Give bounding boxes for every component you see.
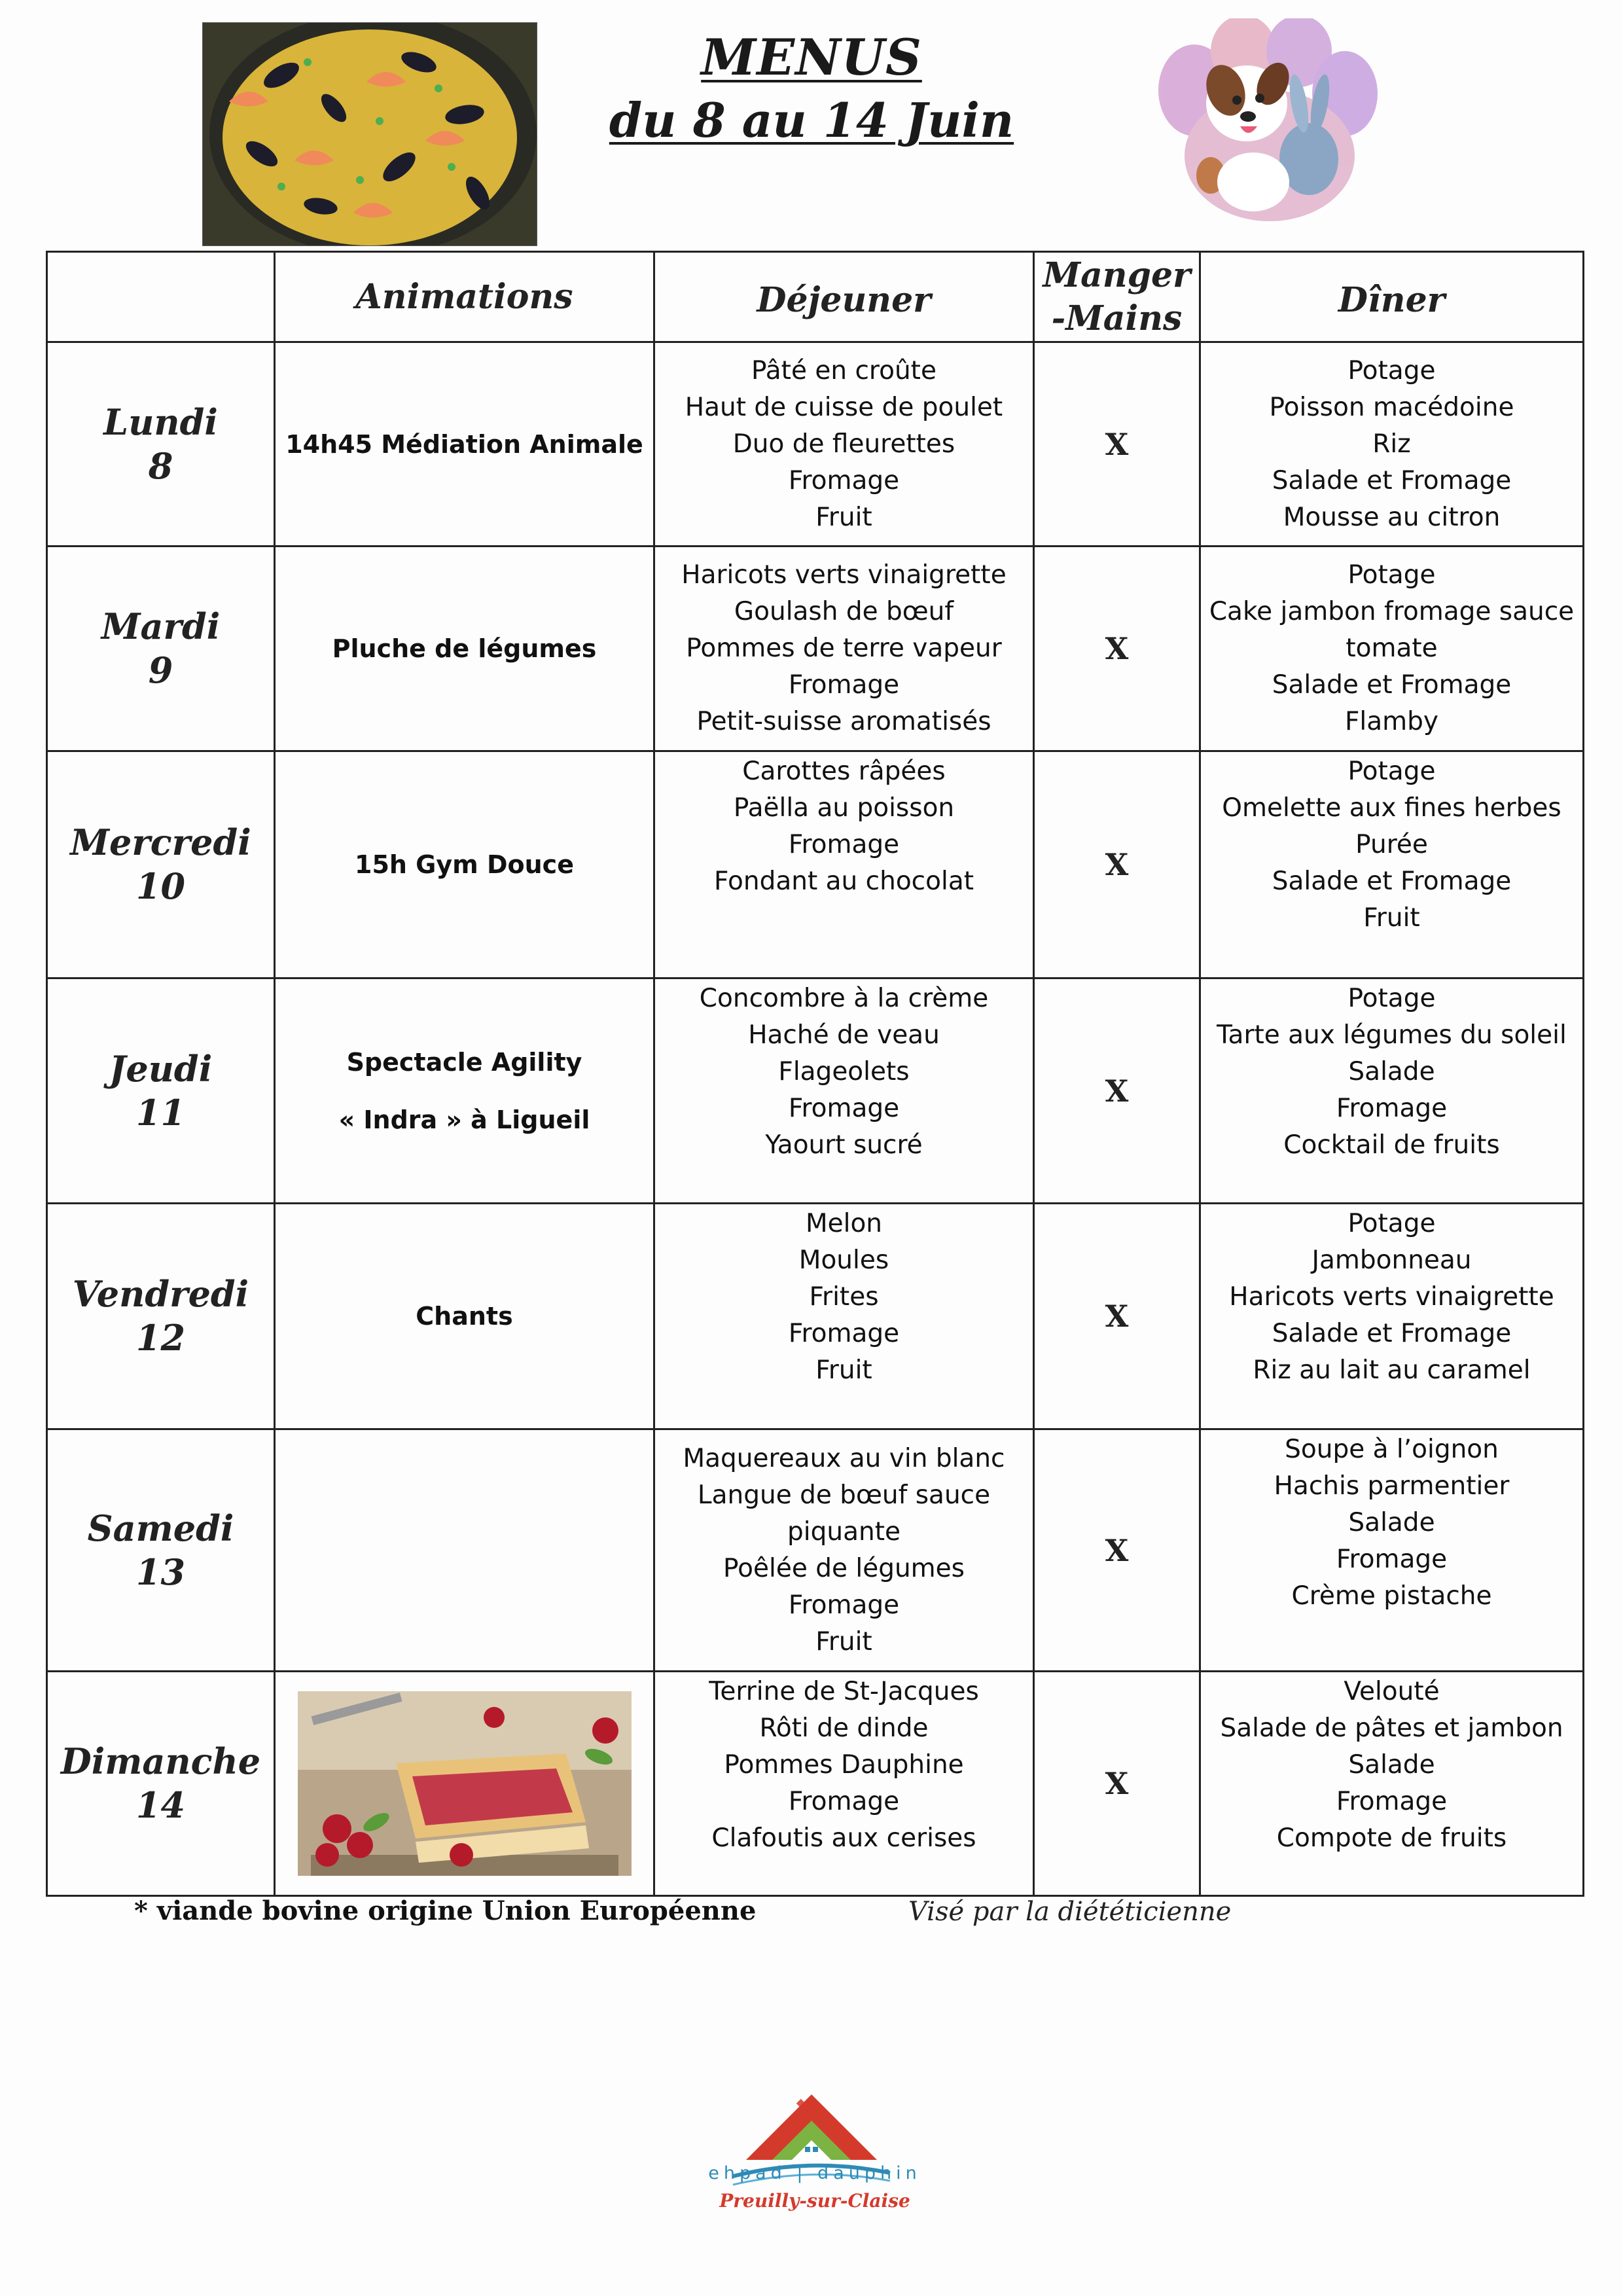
diner-cell: Potage Omelette aux fines herbes Purée Salade et Fromage Fruit <box>1200 751 1584 978</box>
paella-photo <box>202 22 537 246</box>
menu-table <box>46 251 1584 1897</box>
table-header-row <box>47 252 1584 342</box>
manger-mains-mark: X <box>1034 751 1200 978</box>
pets-illustration <box>1149 18 1384 228</box>
dejeuner-cell: Haricots verts vinaigrette Goulash de bœuf Pommes de terre vapeur Fromage Petit-suisse aromatisés <box>654 547 1034 751</box>
page-header <box>0 0 1623 249</box>
animation-cell <box>275 1672 654 1896</box>
title-line-1: MENUS <box>701 28 922 86</box>
logo-town: Preuilly-sur-Claise <box>719 2190 910 2212</box>
animation-cell <box>275 1429 654 1672</box>
dietician-note: Visé par la diététicienne <box>908 1897 1232 1927</box>
dejeuner-cell: Melon Moules Frites Fromage Fruit <box>654 1204 1034 1429</box>
header-dejeuner: Déjeuner <box>654 252 1034 342</box>
animation-cell: Chants <box>275 1204 654 1429</box>
clafoutis-photo <box>298 1691 632 1876</box>
diner-cell: Potage Jambonneau Haricots verts vinaigrette Salade et Fromage Riz au lait au caramel <box>1200 1204 1584 1429</box>
day-cell: Lundi 8 <box>47 342 275 547</box>
table-row <box>47 342 1584 547</box>
manger-mains-mark: X <box>1034 547 1200 751</box>
manger-mains-mark: X <box>1034 1429 1200 1672</box>
header-day <box>47 252 275 342</box>
day-cell: Dimanche 14 <box>47 1672 275 1896</box>
animation-cell: 14h45 Médiation Animale <box>275 342 654 547</box>
title-line-2: du 8 au 14 Juin <box>609 92 1014 148</box>
manger-mains-mark: X <box>1034 1672 1200 1896</box>
table-row <box>47 978 1584 1204</box>
dejeuner-cell: Maquereaux au vin blanc Langue de bœuf sauce piquante Poêlée de légumes Fromage Fruit <box>654 1429 1034 1672</box>
table-row <box>47 547 1584 751</box>
dejeuner-cell: Pâté en croûte Haut de cuisse de poulet Duo de fleurettes Fromage Fruit <box>654 342 1034 547</box>
footnote: * viande bovine origine Union Européenne <box>134 1895 757 1926</box>
header-manger-mains: Manger -Mains <box>1034 252 1200 342</box>
manger-mains-mark: X <box>1034 342 1200 547</box>
table-row <box>47 1204 1584 1429</box>
day-cell: Samedi 13 <box>47 1429 275 1672</box>
animation-cell: 15h Gym Douce <box>275 751 654 978</box>
menu-title <box>576 26 1047 152</box>
animation-cell: Spectacle Agility « Indra » à Ligueil <box>275 978 654 1204</box>
dejeuner-cell: Carottes râpées Paëlla au poisson Fromage Fondant au chocolat <box>654 751 1034 978</box>
manger-mains-mark: X <box>1034 978 1200 1204</box>
day-cell: Vendredi 12 <box>47 1204 275 1429</box>
table-row <box>47 1672 1584 1896</box>
table-row <box>47 1429 1584 1672</box>
animation-cell: Pluche de légumes <box>275 547 654 751</box>
logo-name: ehpad | dauphin <box>708 2163 921 2183</box>
day-cell: Mardi 9 <box>47 547 275 751</box>
dejeuner-cell: Concombre à la crème Haché de veau Flageolets Fromage Yaourt sucré <box>654 978 1034 1204</box>
header-animations: Animations <box>275 252 654 342</box>
diner-cell: Potage Cake jambon fromage sauce tomate Salade et Fromage Flamby <box>1200 547 1584 751</box>
manger-mains-mark: X <box>1034 1204 1200 1429</box>
table-row <box>47 751 1584 978</box>
day-cell: Mercredi 10 <box>47 751 275 978</box>
diner-cell: Potage Poisson macédoine Riz Salade et Fromage Mousse au citron <box>1200 342 1584 547</box>
day-cell: Jeudi 11 <box>47 978 275 1204</box>
dejeuner-cell: Terrine de St-Jacques Rôti de dinde Pommes Dauphine Fromage Clafoutis aux cerises <box>654 1672 1034 1896</box>
diner-cell: Velouté Salade de pâtes et jambon Salade Fromage Compote de fruits <box>1200 1672 1584 1896</box>
diner-cell: Soupe à l’oignon Hachis parmentier Salade Fromage Crème pistache <box>1200 1429 1584 1672</box>
diner-cell: Potage Tarte aux légumes du soleil Salade Fromage Cocktail de fruits <box>1200 978 1584 1204</box>
header-diner: Dîner <box>1200 252 1584 342</box>
